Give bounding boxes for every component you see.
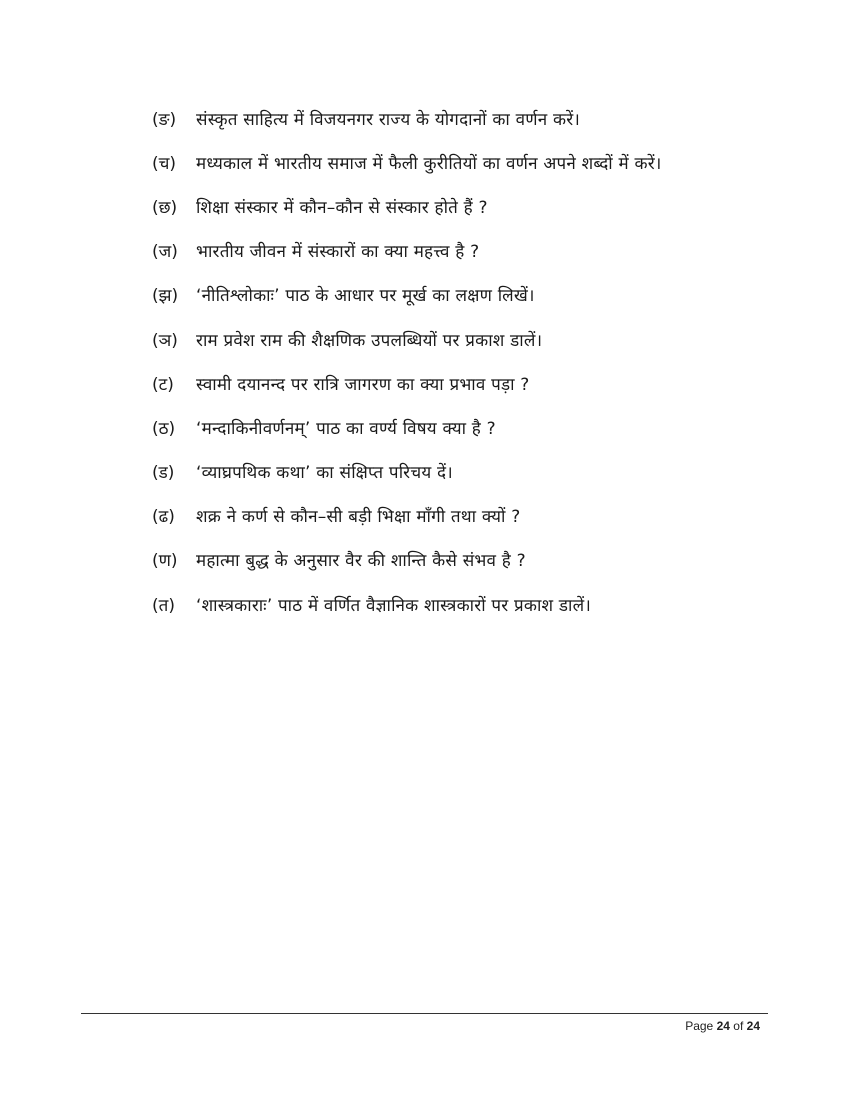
question-text: ‘नीतिश्लोकाः’ पाठ के आधार पर मूर्ख का लक्षण लिखें। [196, 286, 535, 307]
question-label: (ढ) [152, 507, 175, 528]
question-text: शिक्षा संस्कार में कौन–कौन से संस्कार होते हैं ? [196, 197, 488, 218]
question-text: संस्कृत साहित्य में विजयनगर राज्य के योगदानों का वर्णन करें। [196, 109, 581, 130]
question-item [152, 405, 792, 449]
question-item [152, 273, 792, 317]
question-item [152, 538, 792, 582]
question-label: (ण) [152, 551, 178, 572]
question-label: (ङ) [152, 109, 177, 130]
question-label: (झ) [152, 286, 179, 307]
question-text: मध्यकाल में भारतीय समाज में फैली कुरीतियों का वर्णन अपने शब्दों में करें। [196, 153, 662, 174]
footer-current-page: 24 [716, 1019, 730, 1033]
question-label: (च) [152, 153, 177, 174]
question-item [152, 317, 792, 361]
question-item [152, 229, 792, 273]
question-label: (छ) [152, 197, 178, 218]
question-list [152, 96, 792, 626]
question-text: ‘शास्त्रकाराः’ पाठ में वर्णित वैज्ञानिक शास्त्रकारों पर प्रकाश डालें। [196, 595, 591, 616]
question-label: (ट) [152, 374, 174, 395]
question-item [152, 582, 792, 626]
question-text: भारतीय जीवन में संस्कारों का क्या महत्त्व है ? [196, 242, 480, 263]
question-label: (ञ) [152, 330, 178, 351]
footer-total-pages: 24 [746, 1019, 760, 1033]
question-label: (त) [152, 595, 175, 616]
question-label: (ड) [152, 463, 175, 484]
question-label: (ठ) [152, 418, 176, 439]
question-label: (ज) [152, 242, 178, 263]
footer-of-word: of [733, 1019, 744, 1033]
footer-divider [81, 1013, 768, 1014]
page-number-footer [685, 1019, 760, 1033]
question-item [152, 140, 792, 184]
question-item [152, 96, 792, 140]
question-item [152, 184, 792, 228]
question-item [152, 494, 792, 538]
question-text: ‘व्याघ्रपथिक कथा’ का संक्षिप्त परिचय दें। [196, 463, 453, 484]
question-text: ‘मन्दाकिनीवर्णनम्’ पाठ का वर्ण्य विषय क्या है ? [196, 418, 496, 439]
question-item [152, 361, 792, 405]
question-item [152, 450, 792, 494]
question-text: महात्मा बुद्ध के अनुसार वैर की शान्ति कैसे संभव है ? [196, 551, 526, 572]
question-text: स्वामी दयानन्द पर रात्रि जागरण का क्या प्रभाव पड़ा ? [196, 374, 530, 395]
question-text: शक्र ने कर्ण से कौन–सी बड़ी भिक्षा माँगी तथा क्यों ? [196, 507, 521, 528]
footer-page-word: Page [685, 1019, 714, 1033]
question-text: राम प्रवेश राम की शैक्षणिक उपलब्धियों पर प्रकाश डालें। [196, 330, 543, 351]
